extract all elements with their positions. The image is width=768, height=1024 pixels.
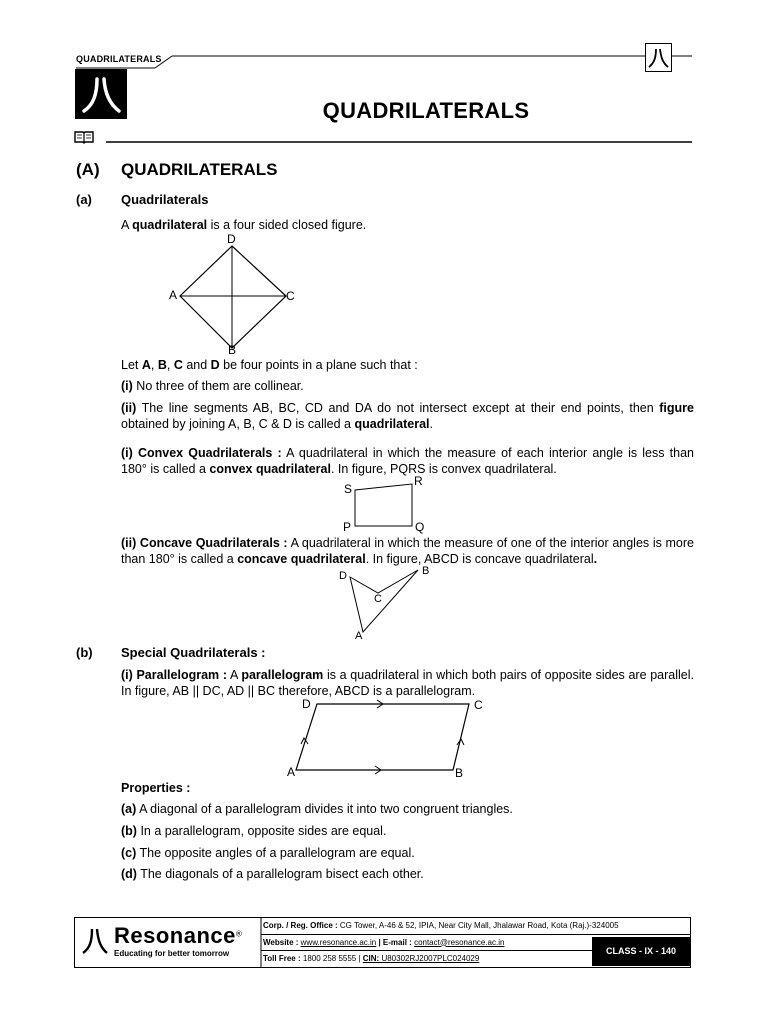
brand-name: Resonance	[114, 923, 236, 948]
brand-registered: ®	[235, 929, 242, 939]
subsection-b-title: Special Quadrilaterals :	[121, 645, 266, 660]
property-b: (b) In a parallelogram, opposite sides are equal.	[121, 824, 387, 838]
email-link[interactable]: contact@resonance.ac.in	[414, 937, 505, 947]
footer-office: Corp. / Reg. Office : CG Tower, A-46 & 52, IPIA, Near City Mall, Jhalawar Road, Kota (Raj.)-324005	[261, 918, 690, 935]
convex-definition: (i) Convex Quadrilaterals : A quadrilateral in which the measure of each interior angle is less than 180° is called a convex quadrilateral. In figure, PQRS is convex quadrilateral.	[121, 446, 694, 476]
fig3-label-a: A	[355, 630, 363, 642]
fig1-label-b: B	[228, 343, 237, 357]
parallelogram-definition: (i) Parallelogram : A parallelogram is a quadrilateral in which both pairs of opposite sides are parallel. In figure, AB || DC, AD || BC therefore, ABCD is a parallelogram.	[121, 668, 694, 698]
subsection-a-title: Quadrilaterals	[121, 192, 209, 207]
fig4-label-c: C	[474, 698, 483, 712]
concave-definition: (ii) Concave Quadrilaterals : A quadrilateral in which the measure of one of the interior angles is more than 180° is called a concave quadrilateral. In figure, ABCD is concave quadrilateral.	[121, 536, 694, 566]
brand-tagline: Educating for better tomorrow	[114, 949, 230, 958]
fig1-label-a: A	[169, 288, 178, 302]
section-a-label: (A)	[76, 160, 100, 179]
footer-tollfree: Toll Free : 1800 258 5555 | CIN: U80302RJ2007PLC024029	[263, 954, 480, 963]
intro-text: A quadrilateral is a four sided closed figure.	[121, 218, 367, 232]
properties-title: Properties :	[121, 781, 191, 795]
fig2-label-q: Q	[415, 520, 425, 534]
footer-web: Website : www.resonance.ac.in | E-mail : contact@resonance.ac.in	[261, 935, 690, 952]
fig1-label-d: D	[227, 232, 236, 246]
fig4-label-b: B	[455, 766, 464, 780]
property-a: (a) A diagonal of a parallelogram divides it into two congruent triangles.	[121, 802, 513, 816]
fig3-label-b: B	[422, 565, 430, 577]
subsection-a-label: (a)	[76, 192, 92, 207]
fig2-label-r: R	[414, 474, 423, 488]
subsection-b-label: (b)	[76, 645, 93, 660]
class-page-badge: CLASS - IX - 140	[592, 937, 690, 966]
fig3-label-c: C	[374, 593, 382, 605]
condition-2: (ii) The line segments AB, BC, CD and DA do not intersect except at their end points, then figure obtained by joining A, B, C & D is called a quadrilateral.	[121, 401, 694, 431]
property-c: (c) The opposite angles of a parallelogram are equal.	[121, 846, 415, 860]
let-points-text: Let A, B, C and D be four points in a plane such that :	[121, 358, 418, 372]
running-header: QUADRILATERALS	[76, 54, 162, 64]
property-d: (d) The diagonals of a parallelogram bisect each other.	[121, 867, 424, 881]
fig3-label-d: D	[339, 570, 347, 582]
fig2-label-s: S	[344, 482, 353, 496]
fig1-label-c: C	[286, 289, 295, 303]
section-a-title: QUADRILATERALS	[121, 160, 278, 179]
condition-1: (i) No three of them are collinear.	[121, 379, 304, 393]
fig4-label-a: A	[287, 765, 296, 779]
page-title: QUADRILATERALS	[322, 98, 530, 123]
website-link[interactable]: www.resonance.ac.in	[300, 937, 377, 947]
fig2-label-p: P	[343, 520, 352, 534]
fig4-label-d: D	[302, 697, 311, 711]
